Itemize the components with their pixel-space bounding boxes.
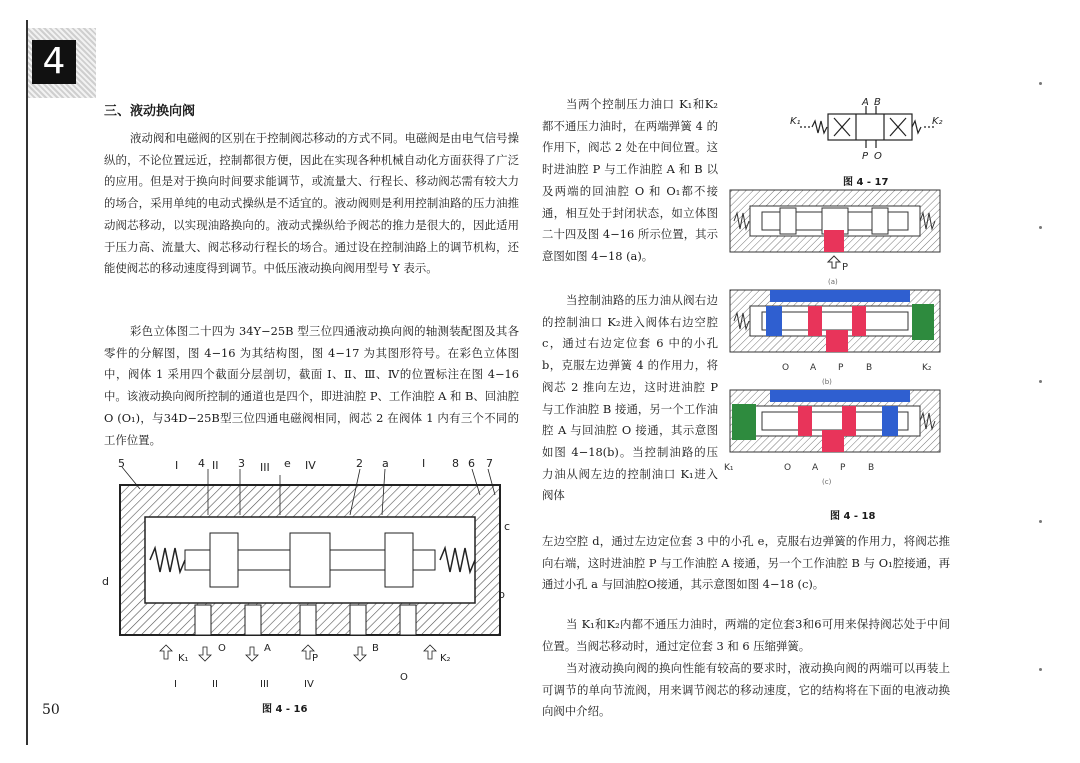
fig16-port-K2: K₂ — [440, 653, 451, 664]
fig18b-sub: (b) — [822, 378, 832, 386]
scan-edge-dot — [1039, 82, 1042, 85]
fig16-label-a: a — [382, 457, 389, 470]
fig18c-port-A: A — [812, 463, 819, 473]
fig18a-neutral-state — [730, 190, 940, 286]
fig16-port-B: B — [372, 643, 379, 654]
fig16-section-II: II — [212, 679, 218, 690]
figure-4-17-valve-symbol — [790, 96, 950, 172]
right-paragraph-1: 当两个控制压力油口 K₁和K₂都不通压力油时，在两端弹簧 4 的作用下，阀芯 2 处在中间位置。这时进油腔 P 与工作油腔 A 和 B 以及两端的回油腔 O 和 O₁都不接通，相互处于封闭状态，如立体图二十四及图 4−16 所示位置，其示意图如图 4−18 (a)。 — [542, 97, 718, 263]
right-paragraph-2-continued: 左边空腔 d，通过左边定位套 3 中的小孔 e，克服右边弹簧的作用力，将阀芯推向右端，这时进油腔 P 与工作油腔 A 接通，另一个工作油腔 B 与 O₁腔接通，再通过小孔 a 与回油腔O接通，其示意图如图 4−18 (c)。 — [542, 534, 950, 592]
fig16-label-b: b — [498, 588, 505, 601]
fig18c-port-B: B — [868, 463, 875, 473]
figure-4-17-caption: 图 4 - 17 — [843, 177, 889, 188]
scan-edge-dot — [1039, 668, 1042, 671]
section-heading: 三、液动换向阀 — [104, 104, 196, 119]
fig16-section-I: I — [174, 679, 177, 690]
fig18b-port-B: B — [866, 363, 873, 373]
fig16-port-O-right: O — [400, 672, 408, 683]
fig18c-port-P: P — [840, 463, 846, 473]
right-paragraph-2: 当控制油路的压力油从阀右边的控制油口 K₂进入阀体右边空腔c，通过右边定位套 6 中的小孔 b，克服左边弹簧 4 的作用力，将阀芯 2 推向左边，这时进油腔 P 与工作油腔 B 接通，另一个工作油腔 A 与回油腔 O 接通，其示意图如图 4−18(b)。当控制油路的压力油从阀左边的控制油口 K₁进入阀体 — [542, 293, 718, 503]
fig18c-shift-right-state — [730, 390, 940, 452]
fig18b-port-O: O — [782, 363, 790, 373]
fig16-label-3: 3 — [238, 457, 245, 470]
fig16-port-O: O — [218, 643, 226, 654]
fig18c-port-O: O — [784, 463, 792, 473]
fig18c-sub: (c) — [822, 478, 832, 486]
fig16-label-5: 5 — [118, 457, 125, 470]
chapter-number: 4 — [32, 40, 76, 84]
fig16-label-c: c — [504, 520, 511, 533]
page-spine-line — [26, 20, 28, 745]
fig17-label-K1: K₁ — [790, 116, 801, 127]
fig16-label-IV: IV — [305, 459, 316, 472]
fig16-label-III: III — [260, 461, 270, 474]
fig16-label-4: 4 — [198, 457, 205, 470]
right-paragraph-4: 当对液动换向阀的换向性能有较高的要求时，液动换向阀的两端可以再装上可调节的单向节流阀，用来调节阀芯的移动速度，它的结构将在下面的电液动换向阀中介绍。 — [542, 661, 950, 719]
fig16-label-e: e — [284, 457, 291, 470]
scan-edge-dot — [1039, 520, 1042, 523]
fig17-label-K2: K₂ — [932, 116, 943, 127]
fig18c-port-K1: K₁ — [724, 463, 734, 473]
page-number: 50 — [42, 702, 60, 718]
fig18a-sub: (a) — [828, 278, 838, 286]
fig17-label-A: A — [862, 97, 869, 108]
right-paragraph-3: 当 K₁和K₂内都不通压力油时，两端的定位套3和6可用来保持阀芯处于中间位置。当阀芯移动时，通过定位套 3 和 6 压缩弹簧。 — [542, 617, 950, 653]
fig16-port-K1: K₁ — [178, 653, 189, 664]
fig16-section-III: III — [260, 679, 269, 690]
fig16-label-2: 2 — [356, 457, 363, 470]
fig16-label-8: 8 — [452, 457, 459, 470]
fig16-label-d: d — [102, 575, 109, 588]
fig18b-port-K2: K₂ — [922, 363, 932, 373]
figure-4-16-valve-structure — [100, 455, 520, 695]
fig17-label-P: P — [862, 151, 869, 162]
fig16-port-P: P — [312, 653, 319, 664]
figure-4-18-valve-states — [722, 186, 954, 506]
fig16-section-IV: IV — [304, 679, 314, 690]
body-paragraph-1: 液动阀和电磁阀的区别在于控制阀芯移动的方式不同。电磁阀是由电气信号操纵的，不论位置远近，控制都很方便，因此在实现各种机械自动化方面获得了广泛的应用。但是对于换向时间要求能调节，或流量大、行程长、移动阀芯需有较大力的场合，采用单纯的电动式操纵是不适宜的。液动阀则是利用控制油路的压力油推动阀芯移动，以实现油路换向的。液动式操纵给予阀芯的推力是很大的，因此适用于压力高、流量大、阀芯移动行程长的场合。通过设在控制油路上的调节机构，还能使阀芯的移动速度得到调节。中低压液动换向阀用型号 Y 表示。 — [104, 131, 519, 276]
fig18b-port-P: P — [838, 363, 844, 373]
scan-edge-dot — [1039, 226, 1042, 229]
fig16-label-6: 6 — [468, 457, 475, 470]
fig18a-port-P: P — [842, 262, 849, 273]
fig16-label-I: I — [175, 459, 179, 472]
scan-edge-dot — [1039, 380, 1042, 383]
fig17-label-O: O — [874, 151, 882, 162]
figure-4-18-caption: 图 4 - 18 — [830, 511, 876, 522]
fig16-port-A: A — [264, 643, 271, 654]
fig16-label-7: 7 — [486, 457, 493, 470]
fig18b-shift-left-state — [730, 290, 940, 352]
figure-4-16-caption: 图 4 - 16 — [262, 704, 308, 715]
fig18b-port-A: A — [810, 363, 817, 373]
fig17-label-B: B — [874, 97, 881, 108]
fig16-label-I-right: I — [422, 457, 426, 470]
body-paragraph-2: 彩色立体图二十四为 34Y−25B 型三位四通液动换向阀的轴测装配图及其各零件的分解图，图 4−16 为其结构图，图 4−17 为其图形符号。在彩色立体图中，阀体 1 采用四个截面分层剖切，截面 Ⅰ、Ⅱ、Ⅲ、Ⅳ的位置标注在图 4−16 中。该液动换向阀所控制的通道也是四个，即进油腔 P、工作油腔 A 和 B、回油腔 O (O₁)，与34D−25B型三位四通电磁阀相同，阀芯 2 在阀体 1 内有三个不同的工作位置。 — [104, 324, 519, 447]
fig16-label-II: II — [212, 459, 219, 472]
